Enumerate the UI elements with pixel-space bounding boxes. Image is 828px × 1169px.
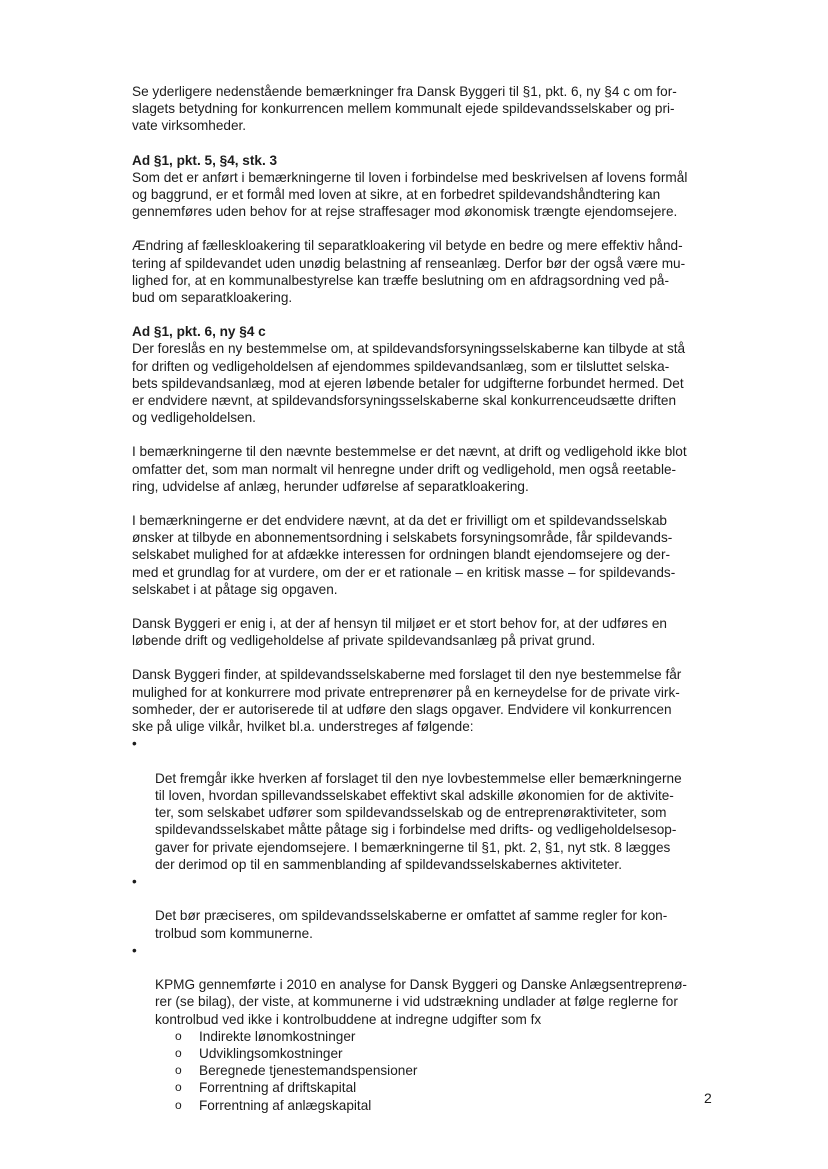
circle-bullet-icon: o	[175, 1097, 182, 1112]
page-number: 2	[704, 1090, 712, 1106]
bullet-item	[132, 942, 732, 1028]
section2-paragraph-2: I bemærkningerne til den nævnte bestemmelse er det nævnt, at drift og vedligehold ikke blot omfatter det, som man normalt vil henregne under drift og vedligehold, men også reetable- ring, udvidelse af anlæg, herunder udførelse af separatkloakering.	[132, 444, 687, 494]
circle-bullet-icon: o	[175, 1028, 182, 1043]
sub-item-text: Beregnede tjenestemandspensioner	[199, 1063, 418, 1079]
section2-paragraph-4: Dansk Byggeri er enig i, at der af hensyn til miljøet er et stort behov for, at der udføres en løbende drift og vedligeholdelse af private spildevandsanlæg på privat grund.	[132, 616, 667, 649]
section-heading-pkt6: Ad §1, pkt. 6, ny §4 c	[132, 324, 266, 340]
bullet-icon: •	[132, 736, 137, 752]
circle-bullet-icon: o	[175, 1063, 182, 1078]
bullet-icon: •	[132, 873, 137, 889]
bullet-text: KPMG gennemførte i 2010 en analyse for Dansk Byggeri og Danske Anlægsentreprenø- rer (se bilag), der viste, at kommunerne i vid udstrækning undlader at følge reglerne for kontrolbud ved ikke i kontrolbuddene at indregne udgifter som fx	[155, 977, 687, 1027]
bullet-item	[132, 735, 732, 873]
section1-paragraph-2: Ændring af fælleskloakering til separatkloakering vil betyde en bedre og mere effektiv hånd- tering af spildevandet uden unødig belastning af renseanlæg. Derfor bør der også være mu- lighed for, at en kommunalbestyrelse kan træffe beslutning om en afdragsordning ved på- bud om separatkloakering.	[132, 238, 686, 306]
sub-item-text: Indirekte lønomkostninger	[199, 1028, 356, 1044]
sub-list-item	[175, 1062, 732, 1079]
sub-list-item	[175, 1079, 732, 1096]
sub-list-item	[175, 1028, 732, 1045]
intro-paragraph: Se yderligere nedenstående bemærkninger fra Dansk Byggeri til §1, pkt. 6, ny §4 c om for- slagets betydning for konkurrencen mellem kommunalt ejede spildevandsselskaber og pri- vate virksomheder.	[132, 84, 677, 134]
section-heading-pkt5: Ad §1, pkt. 5, §4, stk. 3	[132, 152, 278, 168]
bullet-text: Det fremgår ikke hverken af forslaget til den nye lovbestemmelse eller bemærkningerne til loven, hvordan spillevandsselskabet effektivt skal adskille økonomien for de aktivite- ter, som selskabet udfører som spildevandsselskab og de entreprenøraktiviteter, som spildevandsselskabet måtte påtage sig i forbindelse med drifts- og vedligeholdelsesop- gaver for private ejendomsejere. I bemærkningerne til §1, pkt. 2, §1, nyt stk. 8 lægges der derimod op til en sammenblanding af spildevandsselskabernes aktiviteter.	[155, 770, 682, 872]
section2-paragraph-1: Der foreslås en ny bestemmelse om, at spildevandsforsyningsselskaberne kan tilbyde at stå for driften og vedligeholdelsen af ejendommes spildevandsanlæg, som er tilsluttet selska- bets spildevandsanlæg, mod at ejeren løbende betaler for udgifterne forbundet hermed. Det er endvidere nævnt, at spildevandsforsyningsselskaberne skal konkurrenceudsætte driften og vedligeholdelsen.	[132, 341, 686, 426]
sub-list-item	[175, 1045, 732, 1062]
circle-bullet-icon: o	[175, 1045, 182, 1060]
sub-item-text: Forrentning af driftskapital	[199, 1080, 357, 1096]
sub-item-text: Forrentning af anlægskapital	[199, 1097, 372, 1113]
page-body	[132, 83, 732, 1114]
bullet-list	[132, 735, 732, 1027]
section2-paragraph-5: Dansk Byggeri finder, at spildevandsselskaberne med forslaget til den nye bestemmelse får mulighed for at konkurrere mod private entreprenører på en kerneydelse for de private virk- somheder, der er autoriserede til at udføre den slags opgaver. Endvidere vil konkurrencen ske på ulige vilkår, hvilket bl.a. understreges af følgende:	[132, 667, 682, 735]
section2-paragraph-3: I bemærkningerne er det endvidere nævnt, at da det er frivilligt om et spildevandsselskab ønsker at tilbyde en abonnementsordning i selskabets forsyningsområde, får spildevands- selskabet mulighed for at afdække interessen for ordningen blandt ejendomsejere og der- med et grundlag for at vurdere, om der er et rationale – en kritisk masse – for spildevands- selskabet i at påtage sig opgaven.	[132, 513, 676, 597]
bullet-icon: •	[132, 942, 137, 958]
section1-paragraph-1: Som det er anført i bemærkningerne til loven i forbindelse med beskrivelsen af lovens formål og baggrund, er et formål med loven at sikre, at en forbedret spildevandshåndtering kan gennemføres uden behov for at rejse straffesager mod økonomisk trængte ejendomsejere.	[132, 169, 688, 220]
sub-item-text: Udviklingsomkostninger	[199, 1045, 343, 1061]
bullet-item	[132, 873, 732, 942]
sub-bullet-list	[132, 1028, 732, 1114]
sub-list-item	[175, 1097, 732, 1114]
bullet-text: Det bør præciseres, om spildevandsselskaberne er omfattet af samme regler for kon- trolbud som kommunerne.	[155, 908, 668, 941]
circle-bullet-icon: o	[175, 1080, 182, 1095]
